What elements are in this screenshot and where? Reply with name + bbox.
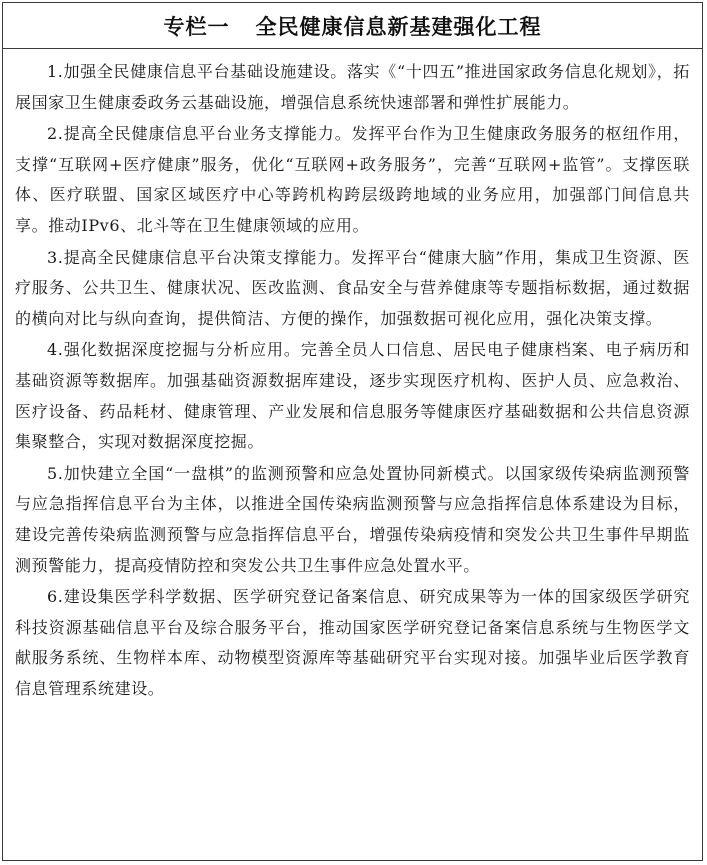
column-title [3,3,702,49]
column-label: 专栏一 [163,14,230,39]
paragraph-3: 3.提高全民健康信息平台决策支撑能力。发挥平台“健康大脑”作用，集成卫生资源、医疗服务、公共卫生、健康状况、医改监测、食品安全与营养健康等专题指标数据，通过数据的横向对比与纵向查询，提供简洁、方便的操作，加强数据可视化应用，强化决策支撑。 [15,247,690,328]
paragraph-4: 4.强化数据深度挖掘与分析应用。完善全员人口信息、居民电子健康档案、电子病历和基础资源等数据库。加强基础资源数据库建设，逐步实现医疗机构、医护人员、应急救治、医疗设备、药品耗材、健康管理、产业发展和信息服务等健康医疗基础数据和公共信息资源集聚整合，实现对数据深度挖掘。 [15,340,690,452]
paragraph-2: 2.提高全民健康信息平台业务支撑能力。发挥平台作为卫生健康政务服务的枢纽作用，支撑“互联网+医疗健康”服务，优化“互联网+政务服务”，完善“互联网+监管”。支撑医联体、医疗联盟、国家区域医疗中心等跨机构跨层级跨地域的业务应用，加强部门间信息共享。推动IPv6、北斗等在卫生健康领域的应用。 [15,124,690,235]
column-body [3,49,702,704]
paragraph-1: 1.加强全民健康信息平台基础设施建设。落实《“十四五”推进国家政务信息化规划》，拓展国家卫生健康委政务云基础设施，增强信息系统快速部署和弹性扩展能力。 [15,62,690,112]
column-heading: 全民健康信息新基建强化工程 [255,14,542,39]
paragraph-6: 6.建设集医学科学数据、医学研究登记备案信息、研究成果等为一体的国家级医学研究科技资源基础信息平台及综合服务平台，推动国家医学研究登记备案信息系统与生物医学文献服务系统、生物样本库、动物模型资源库等基础研究平台实现对接。加强毕业后医学教育信息管理系统建设。 [15,587,690,698]
paragraph-5: 5.加快建立全国“一盘棋”的监测预警和应急处置协同新模式。以国家级传染病监测预警与应急指挥信息平台为主体，以推进全国传染病监测预警与应急指挥信息体系建设为目标，建设完善传染病监测预警与应急指挥信息平台，增强传染病疫情和突发公共卫生事件早期监测预警能力，提高疫情防控和突发公共卫生事件应急处置水平。 [15,463,690,575]
column-box [2,2,703,861]
